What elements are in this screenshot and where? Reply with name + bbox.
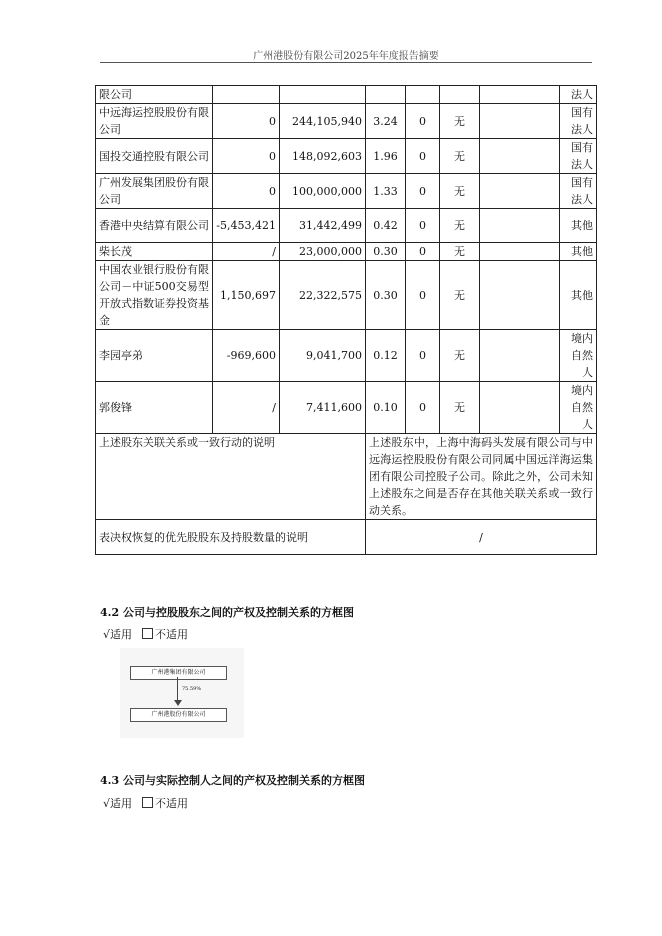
cell-name: 李园亭弟 xyxy=(96,330,213,382)
shareholder-table xyxy=(95,85,597,555)
related-text: 上述股东中，上海中海码头发展有限公司与中远海运控股股份有限公司同属中国远洋海运集团有限公司控股子公司。除此之外，公司未知上述股东之间是否存在其他关联关系或一致行动关系。 xyxy=(366,434,597,520)
cell-pledge-qty xyxy=(480,139,560,174)
table-row xyxy=(96,330,597,382)
cell-pct xyxy=(366,86,406,104)
cell-nature: 国有法人 xyxy=(560,139,597,174)
applicable-checked[interactable]: √适用 xyxy=(103,797,133,810)
cell-change: 0 xyxy=(213,174,280,209)
cell-pledge: 无 xyxy=(440,330,480,382)
table-row xyxy=(96,86,597,104)
page-header-title: 广州港股份有限公司2025年年度报告摘要 xyxy=(253,51,439,62)
cell-name: 香港中央结算有限公司 xyxy=(96,209,213,243)
cell-change: 0 xyxy=(213,139,280,174)
cell-pct: 0.42 xyxy=(366,209,406,243)
cell-pct: 0.10 xyxy=(366,382,406,434)
cell-change: 1,150,697 xyxy=(213,261,280,330)
cell-pledge xyxy=(440,86,480,104)
cell-pledge-qty xyxy=(480,330,560,382)
cell-nature: 国有法人 xyxy=(560,174,597,209)
cell-pledge-qty xyxy=(480,261,560,330)
cell-nature: 其他 xyxy=(560,209,597,243)
cell-pct: 0.30 xyxy=(366,243,406,261)
cell-held: 9,041,700 xyxy=(280,330,366,382)
cell-change: -969,600 xyxy=(213,330,280,382)
cell-pct: 0.30 xyxy=(366,261,406,330)
cell-pledge: 无 xyxy=(440,243,480,261)
cell-held: 244,105,940 xyxy=(280,104,366,139)
cell-restricted: 0 xyxy=(406,261,440,330)
cell-pct: 0.12 xyxy=(366,330,406,382)
table-row xyxy=(96,209,597,243)
header-divider xyxy=(100,62,592,63)
cell-restricted: 0 xyxy=(406,330,440,382)
cell-held: 148,092,603 xyxy=(280,139,366,174)
cell-pledge: 无 xyxy=(440,261,480,330)
checkbox-icon[interactable] xyxy=(142,628,153,639)
table-row xyxy=(96,243,597,261)
ownership-diagram xyxy=(120,648,244,738)
cell-pledge-qty xyxy=(480,86,560,104)
section-4-2-options xyxy=(103,626,188,642)
section-4-2-title: 4.2 公司与控股股东之间的产权及控制关系的方框图 xyxy=(100,606,354,619)
diagram-child-box: 广州港股份有限公司 xyxy=(130,708,227,722)
checkbox-icon[interactable] xyxy=(142,797,153,808)
cell-restricted: 0 xyxy=(406,382,440,434)
diagram-parent-box: 广州港集团有限公司 xyxy=(130,666,227,680)
applicable-checked[interactable]: √适用 xyxy=(103,628,133,641)
preferred-row xyxy=(96,520,597,555)
cell-held: 100,000,000 xyxy=(280,174,366,209)
table-row xyxy=(96,382,597,434)
cell-nature: 法人 xyxy=(560,86,597,104)
section-4-3-title: 4.3 公司与实际控制人之间的产权及控制关系的方框图 xyxy=(100,774,365,787)
related-label: 上述股东关联关系或一致行动的说明 xyxy=(96,434,366,520)
cell-pledge-qty xyxy=(480,104,560,139)
cell-pledge: 无 xyxy=(440,139,480,174)
cell-held xyxy=(280,86,366,104)
cell-name: 限公司 xyxy=(96,86,213,104)
cell-name: 中国农业银行股份有限公司－中证500交易型开放式指数证券投资基金 xyxy=(96,261,213,330)
cell-name: 国投交通控股有限公司 xyxy=(96,139,213,174)
cell-held: 7,411,600 xyxy=(280,382,366,434)
related-row xyxy=(96,434,597,520)
cell-change xyxy=(213,86,280,104)
cell-restricted: 0 xyxy=(406,209,440,243)
cell-name: 郭俊锋 xyxy=(96,382,213,434)
table-row xyxy=(96,261,597,330)
preferred-text: / xyxy=(366,520,597,555)
cell-name: 广州发展集团股份有限公司 xyxy=(96,174,213,209)
cell-held: 23,000,000 xyxy=(280,243,366,261)
cell-pct: 1.33 xyxy=(366,174,406,209)
arrow-down-icon xyxy=(174,700,182,706)
cell-name: 柴长茂 xyxy=(96,243,213,261)
cell-restricted: 0 xyxy=(406,243,440,261)
not-applicable-label: 不适用 xyxy=(155,628,189,641)
cell-held: 31,442,499 xyxy=(280,209,366,243)
cell-nature: 境内自然人 xyxy=(560,382,597,434)
cell-nature: 其他 xyxy=(560,243,597,261)
cell-restricted: 0 xyxy=(406,174,440,209)
diagram-percent: 75.59% xyxy=(182,686,202,692)
table-row xyxy=(96,104,597,139)
not-applicable-label: 不适用 xyxy=(155,797,189,810)
cell-change: / xyxy=(213,243,280,261)
table-row xyxy=(96,139,597,174)
cell-change: -5,453,421 xyxy=(213,209,280,243)
cell-pledge-qty xyxy=(480,209,560,243)
cell-pledge-qty xyxy=(480,382,560,434)
preferred-label: 表决权恢复的优先股股东及持股数量的说明 xyxy=(96,520,366,555)
cell-nature: 国有法人 xyxy=(560,104,597,139)
cell-restricted: 0 xyxy=(406,104,440,139)
cell-pledge-qty xyxy=(480,174,560,209)
cell-name: 中远海运控股股份有限公司 xyxy=(96,104,213,139)
cell-restricted: 0 xyxy=(406,139,440,174)
cell-nature: 境内自然人 xyxy=(560,330,597,382)
cell-pledge-qty xyxy=(480,243,560,261)
cell-pledge: 无 xyxy=(440,382,480,434)
cell-held: 22,322,575 xyxy=(280,261,366,330)
cell-restricted xyxy=(406,86,440,104)
cell-pledge: 无 xyxy=(440,209,480,243)
cell-pct: 1.96 xyxy=(366,139,406,174)
cell-change: 0 xyxy=(213,104,280,139)
cell-pledge: 无 xyxy=(440,174,480,209)
table-row xyxy=(96,174,597,209)
cell-nature: 其他 xyxy=(560,261,597,330)
cell-pledge: 无 xyxy=(440,104,480,139)
cell-pct: 3.24 xyxy=(366,104,406,139)
cell-change: / xyxy=(213,382,280,434)
section-4-3-options xyxy=(103,795,188,811)
